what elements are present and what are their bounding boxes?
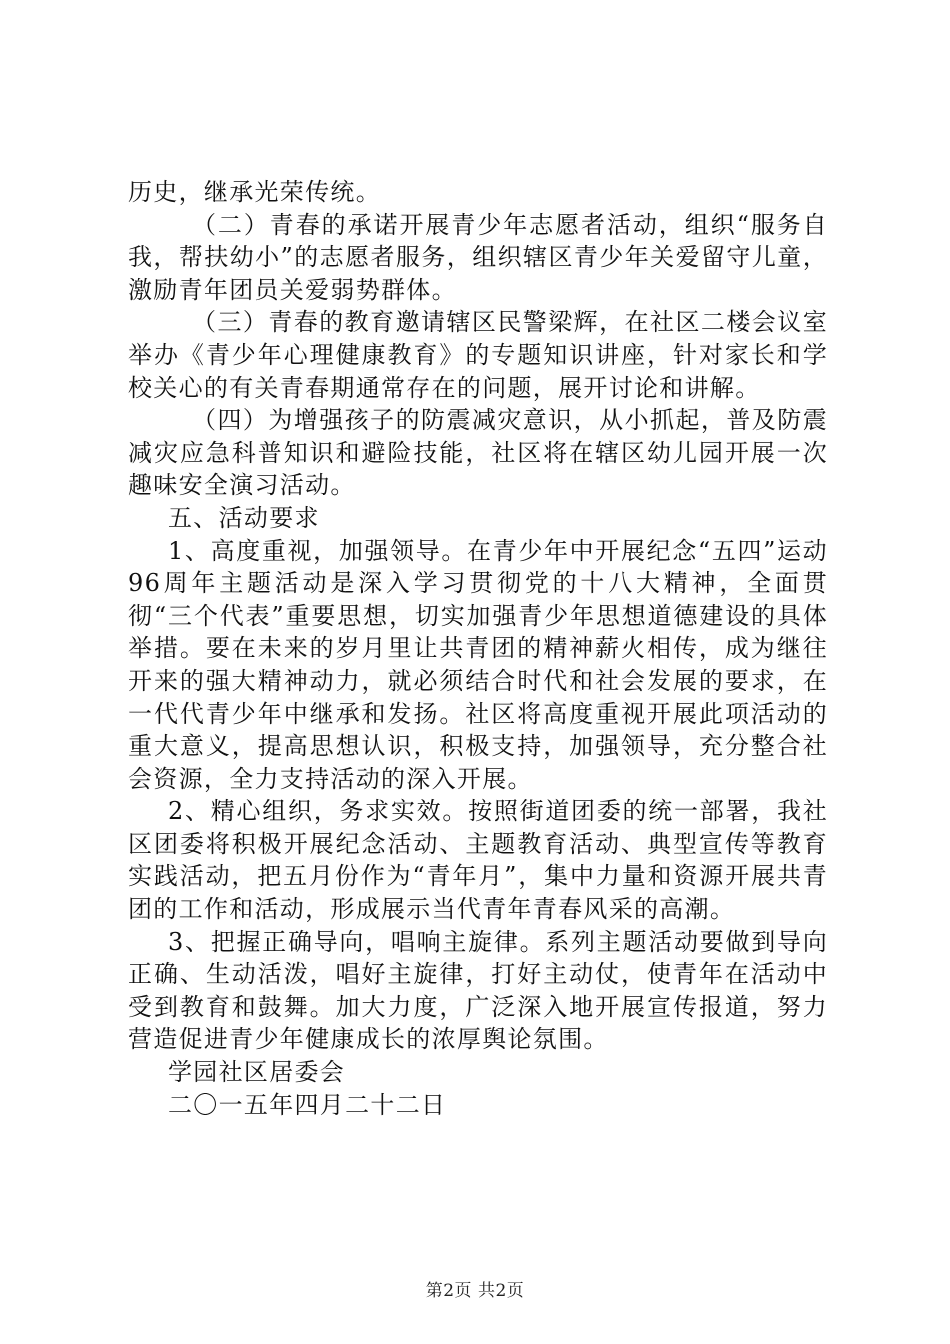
- page-number-footer: 第2页 共2页: [425, 1281, 525, 1301]
- document-body: [128, 176, 828, 1121]
- signature-organization: 学园社区居委会: [168, 1058, 346, 1087]
- paragraph-item-4: （四）为增强孩子的防震减灾意识，从小抓起，普及防震减灾应急科普知识和避险技能，社区将在辖区幼儿园开展一次趣味安全演习活动。: [128, 406, 828, 500]
- paragraph-item-3: （三）青春的教育邀请辖区民警梁辉，在社区二楼会议室举办《青少年心理健康教育》的专题知识讲座，针对家长和学校关心的有关青春期通常存在的问题，展开讨论和讲解。: [128, 308, 828, 402]
- paragraph-requirement-2: 2、精心组织，务求实效。按照街道团委的统一部署，我社区团委将积极开展纪念活动、主题教育活动、典型宣传等教育实践活动，把五月份作为“青年月”，集中力量和资源开展共青团的工作和活动，形成展示当代青年青春风采的高潮。: [128, 797, 828, 924]
- section-heading-requirements: 五、活动要求: [168, 503, 320, 532]
- signature-date: 二〇一五年四月二十二日: [168, 1090, 447, 1119]
- paragraph-continuation: 历史，继承光荣传统。: [128, 178, 381, 206]
- paragraph-item-2: （二）青春的承诺开展青少年志愿者活动，组织“服务自我，帮扶幼小”的志愿者服务，组织辖区青少年关爱留守儿童，激励青年团员关爱弱势群体。: [128, 210, 828, 304]
- paragraph-requirement-3: 3、把握正确导向，唱响主旋律。系列主题活动要做到导向正确、生动活泼，唱好主旋律，打好主动仗，使青年在活动中受到教育和鼓舞。加大力度，广泛深入地开展宣传报道，努力营造促进青少年健康成长的浓厚舆论氛围。: [128, 927, 828, 1054]
- paragraph-requirement-1: 1、高度重视，加强领导。在青少年中开展纪念“五四”运动96周年主题活动是深入学习贯彻党的十八大精神，全面贯彻“三个代表”重要思想，切实加强青少年思想道德建设的具体举措。要在未来的岁月里让共青团的精神薪火相传，成为继往开来的强大精神动力，就必须结合时代和社会发展的要求，在一代代青少年中继承和发扬。社区将高度重视开展此项活动的重大意义，提高思想认识，积极支持，加强领导，充分整合社会资源，全力支持活动的深入开展。: [128, 536, 828, 793]
